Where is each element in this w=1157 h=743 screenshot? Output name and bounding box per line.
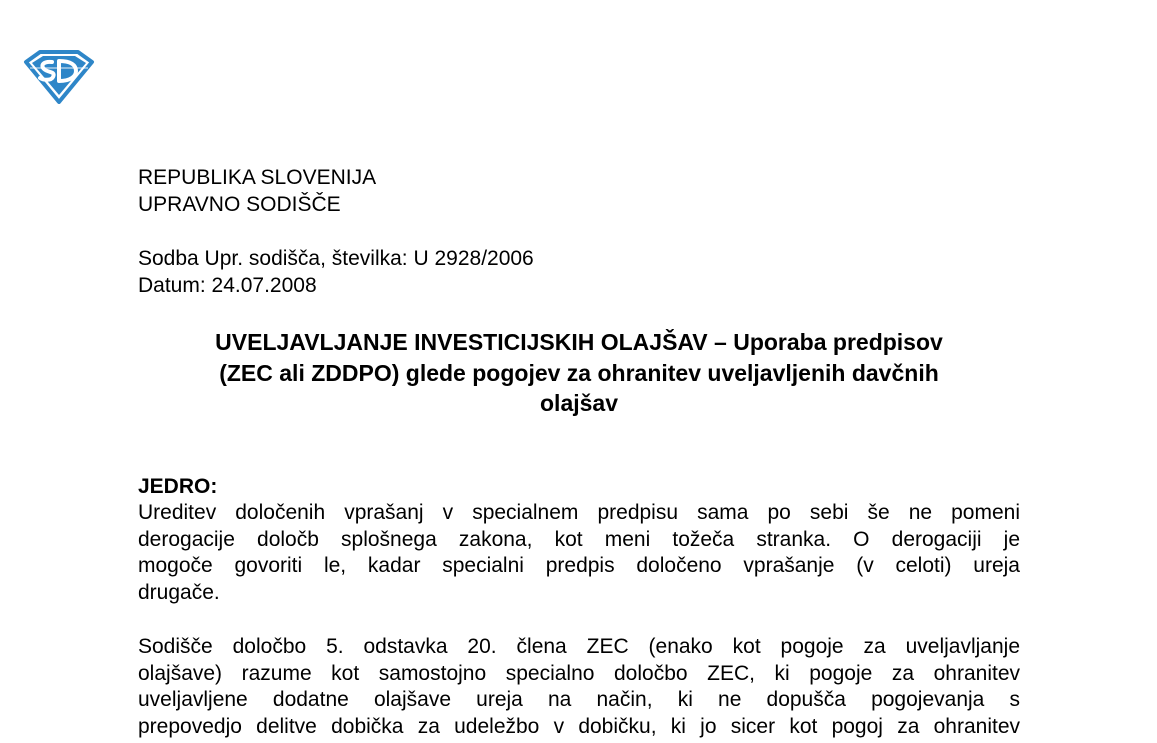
paragraph	[138, 500, 1020, 606]
paragraph-line: olajšave) razume kot samostojno specialno določbo ZEC, ki pogoje za ohranitev	[138, 661, 1020, 685]
paragraph	[138, 634, 1020, 740]
paragraph-line: drugače.	[138, 580, 220, 604]
title-line: (ZEC ali ZDDPO) glede pogojev za ohranitev uveljavljenih davčnih	[219, 359, 939, 386]
court-header	[138, 165, 1020, 218]
paragraph-line: Sodišče določbo 5. odstavka 20. člena ZEC (enako kot pogoje za uveljavljanje	[138, 635, 1020, 658]
court-logo-icon	[22, 48, 96, 104]
country-name: REPUBLIKA SLOVENIJA	[138, 166, 377, 189]
title-line: olajšav	[540, 390, 618, 416]
paragraph-line: derogacije določb splošnega zakona, kot meni tožeča stranka. O derogaciji je	[138, 527, 1020, 551]
paragraph-line: mogoče govoriti le, kadar specialni predpis določeno vprašanje (v celoti) ureja	[138, 554, 1020, 577]
case-reference	[138, 246, 1020, 299]
case-date: Datum: 24.07.2008	[138, 273, 317, 297]
title-line: UVELJAVLJANJE INVESTICIJSKIH OLAJŠAV – Uporaba predpisov	[215, 329, 943, 355]
court-name: UPRAVNO SODIŠČE	[138, 192, 341, 216]
paragraph-line: prepovedjo delitve dobička za udeležbo v dobičku, ki jo sicer kot pogoj za ohranitev	[138, 714, 1020, 738]
paragraph-line: uveljavljene dodatne olajšave ureja na način, ki ne dopušča pogojevanja s	[138, 688, 1020, 711]
document-title	[138, 327, 1020, 419]
case-number: Sodba Upr. sodišča, številka: U 2928/2006	[138, 247, 534, 270]
section-heading: JEDRO:	[138, 475, 218, 498]
paragraph-line: Ureditev določenih vprašanj v specialnem predpisu sama po sebi še ne pomeni	[138, 501, 1020, 524]
